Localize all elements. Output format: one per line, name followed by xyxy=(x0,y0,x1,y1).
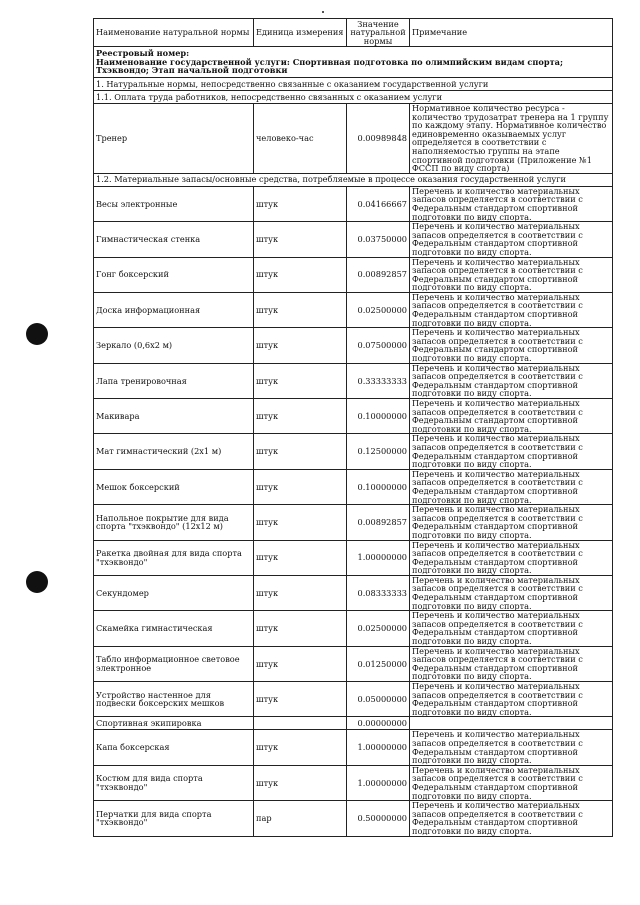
norm-value: 0.01250000 xyxy=(347,646,410,681)
norm-name: Мат гимнастический (2х1 м) xyxy=(94,434,254,469)
norm-note: Перечень и количество материальных запасов определяется в соответствии с Федеральным стандартом спортивной подготовки по виду спорта. xyxy=(410,257,613,292)
table-row xyxy=(94,222,613,257)
norm-note: Перечень и количество материальных запасов определяется в соответствии с Федеральным стандартом спортивной подготовки по виду спорта. xyxy=(410,292,613,327)
norm-unit: штук xyxy=(254,363,347,398)
table-row xyxy=(94,292,613,327)
registry-number: Реестровый номер: xyxy=(96,48,190,59)
norm-name: Перчатки для вида спорта "тхэквондо" xyxy=(94,801,254,836)
table-row xyxy=(94,801,613,836)
norm-unit: штук xyxy=(254,730,347,765)
norm-name: Устройство настенное для подвески боксерских мешков xyxy=(94,682,254,717)
table-row xyxy=(94,611,613,646)
norm-value: 0.00892857 xyxy=(347,257,410,292)
norm-note: Перечень и количество материальных запасов определяется в соответствии с Федеральным стандартом спортивной подготовки по виду спорта. xyxy=(410,765,613,800)
norm-unit: штук xyxy=(254,682,347,717)
norm-value: 0.04166667 xyxy=(347,186,410,221)
registry-row xyxy=(94,47,613,78)
norm-name: Гимнастическая стенка xyxy=(94,222,254,257)
table-row xyxy=(94,328,613,363)
norm-note: Перечень и количество материальных запасов определяется в соответствии с Федеральным стандартом спортивной подготовки по виду спорта. xyxy=(410,399,613,434)
norm-unit: штук xyxy=(254,469,347,504)
norm-note: Перечень и количество материальных запасов определяется в соответствии с Федеральным стандартом спортивной подготовки по виду спорта. xyxy=(410,801,613,836)
norm-name: Лапа тренировочная xyxy=(94,363,254,398)
norm-name: Доска информационная xyxy=(94,292,254,327)
norm-value: 0.02500000 xyxy=(347,292,410,327)
norm-unit: штук xyxy=(254,505,347,540)
norm-unit: штук xyxy=(254,434,347,469)
norm-note: Перечень и количество материальных запасов определяется в соответствии с Федеральным стандартом спортивной подготовки по виду спорта. xyxy=(410,646,613,681)
norm-value: 0.12500000 xyxy=(347,434,410,469)
norm-note: Перечень и количество материальных запасов определяется в соответствии с Федеральным стандартом спортивной подготовки по виду спорта. xyxy=(410,540,613,575)
norm-name: Табло информационное световое электронное xyxy=(94,646,254,681)
section-1-heading: 1. Натуральные нормы, непосредственно связанные с оказанием государственной услуги xyxy=(94,78,613,91)
scan-speck xyxy=(322,11,324,13)
norm-name: Макивара xyxy=(94,399,254,434)
norm-note: Нормативное количество ресурса - количество трудозатрат тренера на 1 группу по каждому этапу. Нормативное количество единовременно оказываемых услуг определяется в соответствии с наполняемостью группы на этапе спортивной подготовки (Приложение №1 ФССП по виду спорта) xyxy=(410,104,613,174)
norm-name: Напольное покрытие для вида спорта "тхэквондо" (12х12 м) xyxy=(94,505,254,540)
registry-cell xyxy=(94,47,613,78)
norm-name: Спортивная экипировка xyxy=(94,717,254,730)
norm-unit: штук xyxy=(254,646,347,681)
norm-name: Скамейка гимнастическая xyxy=(94,611,254,646)
table-row xyxy=(94,434,613,469)
norm-name: Тренер xyxy=(94,104,254,174)
header-value: Значение натуральной нормы xyxy=(347,19,410,47)
header-unit: Единица измерения xyxy=(254,19,347,47)
norm-value: 0.00892857 xyxy=(347,505,410,540)
norm-name: Зеркало (0,6х2 м) xyxy=(94,328,254,363)
table-row xyxy=(94,469,613,504)
header-note: Примечание xyxy=(410,19,613,47)
section-row xyxy=(94,173,613,186)
norm-unit: штук xyxy=(254,222,347,257)
norm-name: Мешок боксерский xyxy=(94,469,254,504)
table-row xyxy=(94,186,613,221)
header-row xyxy=(94,19,613,47)
table-row xyxy=(94,104,613,174)
norm-unit: штук xyxy=(254,765,347,800)
table-row xyxy=(94,765,613,800)
table-row xyxy=(94,363,613,398)
norm-value: 1.00000000 xyxy=(347,765,410,800)
section-row xyxy=(94,91,613,104)
norm-value: 0.00000000 xyxy=(347,717,410,730)
section-1-1-heading: 1.1. Оплата труда работников, непосредственно связанных с оказанием услуги xyxy=(94,91,613,104)
norm-name: Костюм для вида спорта "тхэквондо" xyxy=(94,765,254,800)
norm-name: Секундомер xyxy=(94,575,254,610)
norm-value: 0.08333333 xyxy=(347,575,410,610)
norm-name: Весы электронные xyxy=(94,186,254,221)
norm-name: Гонг боксерский xyxy=(94,257,254,292)
norm-value: 0.02500000 xyxy=(347,611,410,646)
norm-note xyxy=(410,717,613,730)
norm-unit: штук xyxy=(254,292,347,327)
table-row xyxy=(94,505,613,540)
norm-unit: пар xyxy=(254,801,347,836)
table-row xyxy=(94,682,613,717)
norm-note: Перечень и количество материальных запасов определяется в соответствии с Федеральным стандартом спортивной подготовки по виду спорта. xyxy=(410,505,613,540)
table-row xyxy=(94,717,613,730)
table-row xyxy=(94,646,613,681)
norm-note: Перечень и количество материальных запасов определяется в соответствии с Федеральным стандартом спортивной подготовки по виду спорта. xyxy=(410,575,613,610)
norm-value: 1.00000000 xyxy=(347,730,410,765)
norm-name: Ракетка двойная для вида спорта "тхэквондо" xyxy=(94,540,254,575)
norm-value: 0.33333333 xyxy=(347,363,410,398)
norm-note: Перечень и количество материальных запасов определяется в соответствии с Федеральным стандартом спортивной подготовки по виду спорта. xyxy=(410,611,613,646)
service-name: Наименование государственной услуги: Спортивная подготовка по олимпийским видам спорта; Тхэквондо; Этап начальной подготовки xyxy=(96,56,563,76)
norm-value: 0.07500000 xyxy=(347,328,410,363)
norm-unit: штук xyxy=(254,399,347,434)
table-row xyxy=(94,399,613,434)
table-row xyxy=(94,575,613,610)
punch-hole-top xyxy=(26,323,48,345)
section-1-2-heading: 1.2. Материальные запасы/основные средства, потребляемые в процессе оказания государственной услуги xyxy=(94,173,613,186)
norm-value: 1.00000000 xyxy=(347,540,410,575)
norm-note: Перечень и количество материальных запасов определяется в соответствии с Федеральным стандартом спортивной подготовки по виду спорта. xyxy=(410,186,613,221)
norm-unit: человеко-час xyxy=(254,104,347,174)
header-name: Наименование натуральной нормы xyxy=(94,19,254,47)
norm-value: 0.10000000 xyxy=(347,469,410,504)
norm-unit: штук xyxy=(254,328,347,363)
norm-note: Перечень и количество материальных запасов определяется в соответствии с Федеральным стандартом спортивной подготовки по виду спорта. xyxy=(410,222,613,257)
norms-table xyxy=(93,18,613,837)
norm-note: Перечень и количество материальных запасов определяется в соответствии с Федеральным стандартом спортивной подготовки по виду спорта. xyxy=(410,328,613,363)
section-row xyxy=(94,78,613,91)
punch-hole-bottom xyxy=(26,571,48,593)
norm-value: 0.05000000 xyxy=(347,682,410,717)
table-row xyxy=(94,730,613,765)
norm-note: Перечень и количество материальных запасов определяется в соответствии с Федеральным стандартом спортивной подготовки по виду спорта. xyxy=(410,730,613,765)
norm-name: Капа боксерская xyxy=(94,730,254,765)
norm-note: Перечень и количество материальных запасов определяется в соответствии с Федеральным стандартом спортивной подготовки по виду спорта. xyxy=(410,363,613,398)
norm-unit: штук xyxy=(254,257,347,292)
norm-note: Перечень и количество материальных запасов определяется в соответствии с Федеральным стандартом спортивной подготовки по виду спорта. xyxy=(410,469,613,504)
norm-value: 0.10000000 xyxy=(347,399,410,434)
norm-unit: штук xyxy=(254,575,347,610)
norm-unit: штук xyxy=(254,540,347,575)
norm-value: 0.03750000 xyxy=(347,222,410,257)
norm-value: 0.00989848 xyxy=(347,104,410,174)
norm-unit: штук xyxy=(254,186,347,221)
table-row xyxy=(94,257,613,292)
norm-note: Перечень и количество материальных запасов определяется в соответствии с Федеральным стандартом спортивной подготовки по виду спорта. xyxy=(410,434,613,469)
norm-unit xyxy=(254,717,347,730)
norm-value: 0.50000000 xyxy=(347,801,410,836)
norm-note: Перечень и количество материальных запасов определяется в соответствии с Федеральным стандартом спортивной подготовки по виду спорта. xyxy=(410,682,613,717)
table-row xyxy=(94,540,613,575)
norm-unit: штук xyxy=(254,611,347,646)
